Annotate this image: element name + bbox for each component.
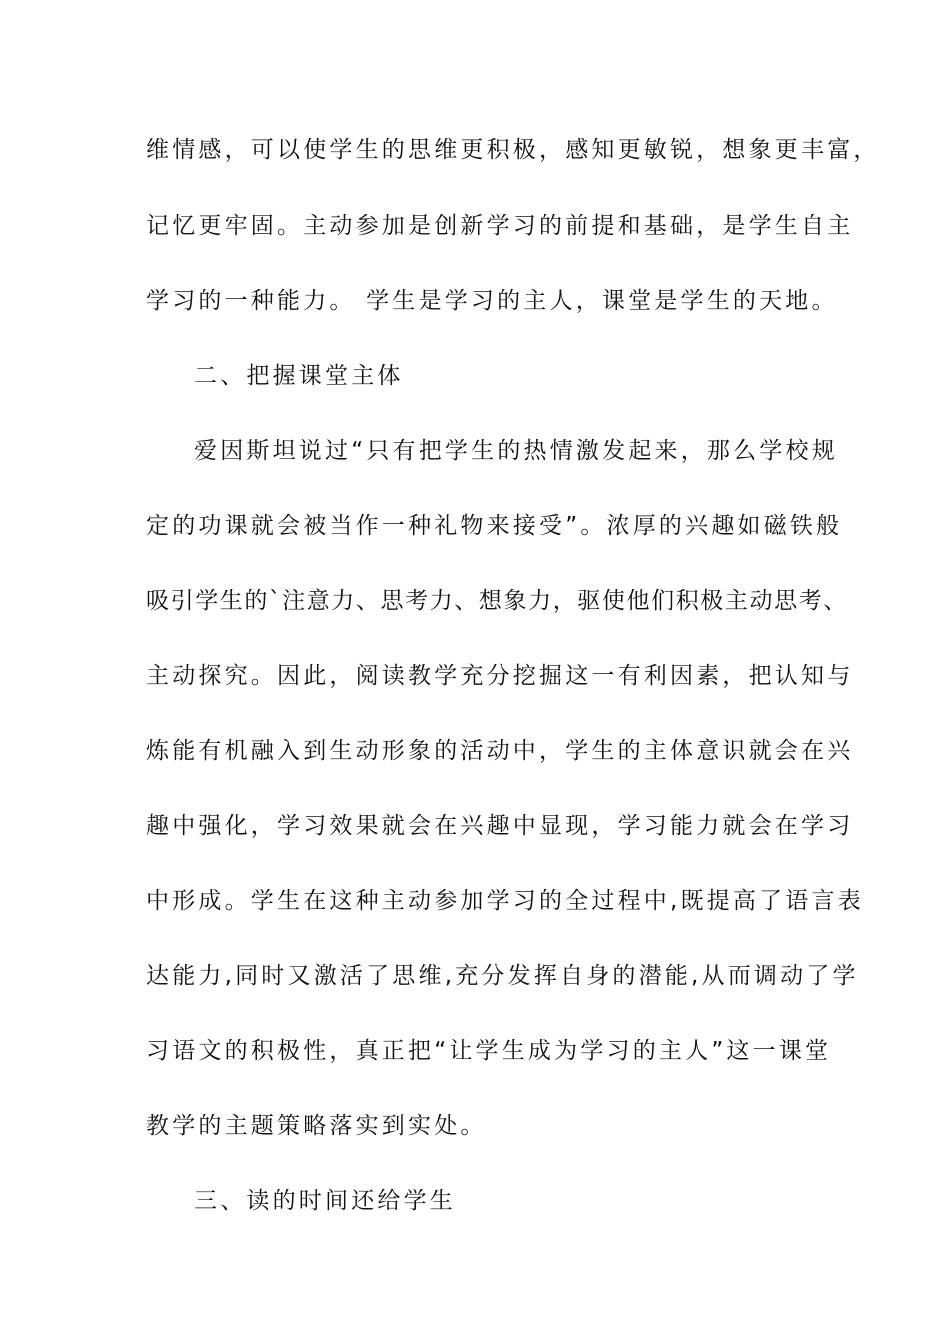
section-heading-2: 二、把握课堂主体	[194, 363, 404, 389]
body-text-line: 主动探究。因此，阅读教学充分挖掘这一有利因素，把认知与	[146, 663, 854, 689]
body-text-line: 教学的主题策略落实到实处。	[146, 1113, 487, 1139]
body-text-line: 维情感，可以使学生的思维更积极，感知更敏锐，想象更丰富，	[146, 137, 880, 163]
body-text-line: 吸引学生的`注意力、思考力、想象力，驱使他们积极主动思考、	[146, 588, 848, 614]
section-heading-3: 三、读的时间还给学生	[194, 1188, 456, 1214]
body-text-line: 趣中强化，学习效果就会在兴趣中显现，学习能力就会在学习	[146, 813, 854, 839]
body-text-line: 炼能有机融入到生动形象的活动中，学生的主体意识就会在兴	[146, 738, 854, 764]
body-text-line: 达能力,同时又激活了思维,充分发挥自身的潜能,从而调动了学	[146, 963, 859, 989]
body-text-line: 记忆更牢固。主动参加是创新学习的前提和基础，是学生自主	[146, 213, 854, 239]
body-text-line: 定的功课就会被当作一种礼物来接受”。浓厚的兴趣如磁铁般	[146, 513, 843, 539]
body-text-line: 习语文的积极性，真正把“让学生成为学习的主人”这一课堂	[146, 1038, 832, 1064]
body-text-line: 爱因斯坦说过“只有把学生的热情激发起来，那么学校规	[194, 438, 838, 464]
body-text-line: 中形成。学生在这种主动参加学习的全过程中,既提高了语言表	[146, 888, 864, 914]
body-text-line: 学习的一种能力。 学生是学习的主人，课堂是学生的天地。	[146, 288, 838, 314]
